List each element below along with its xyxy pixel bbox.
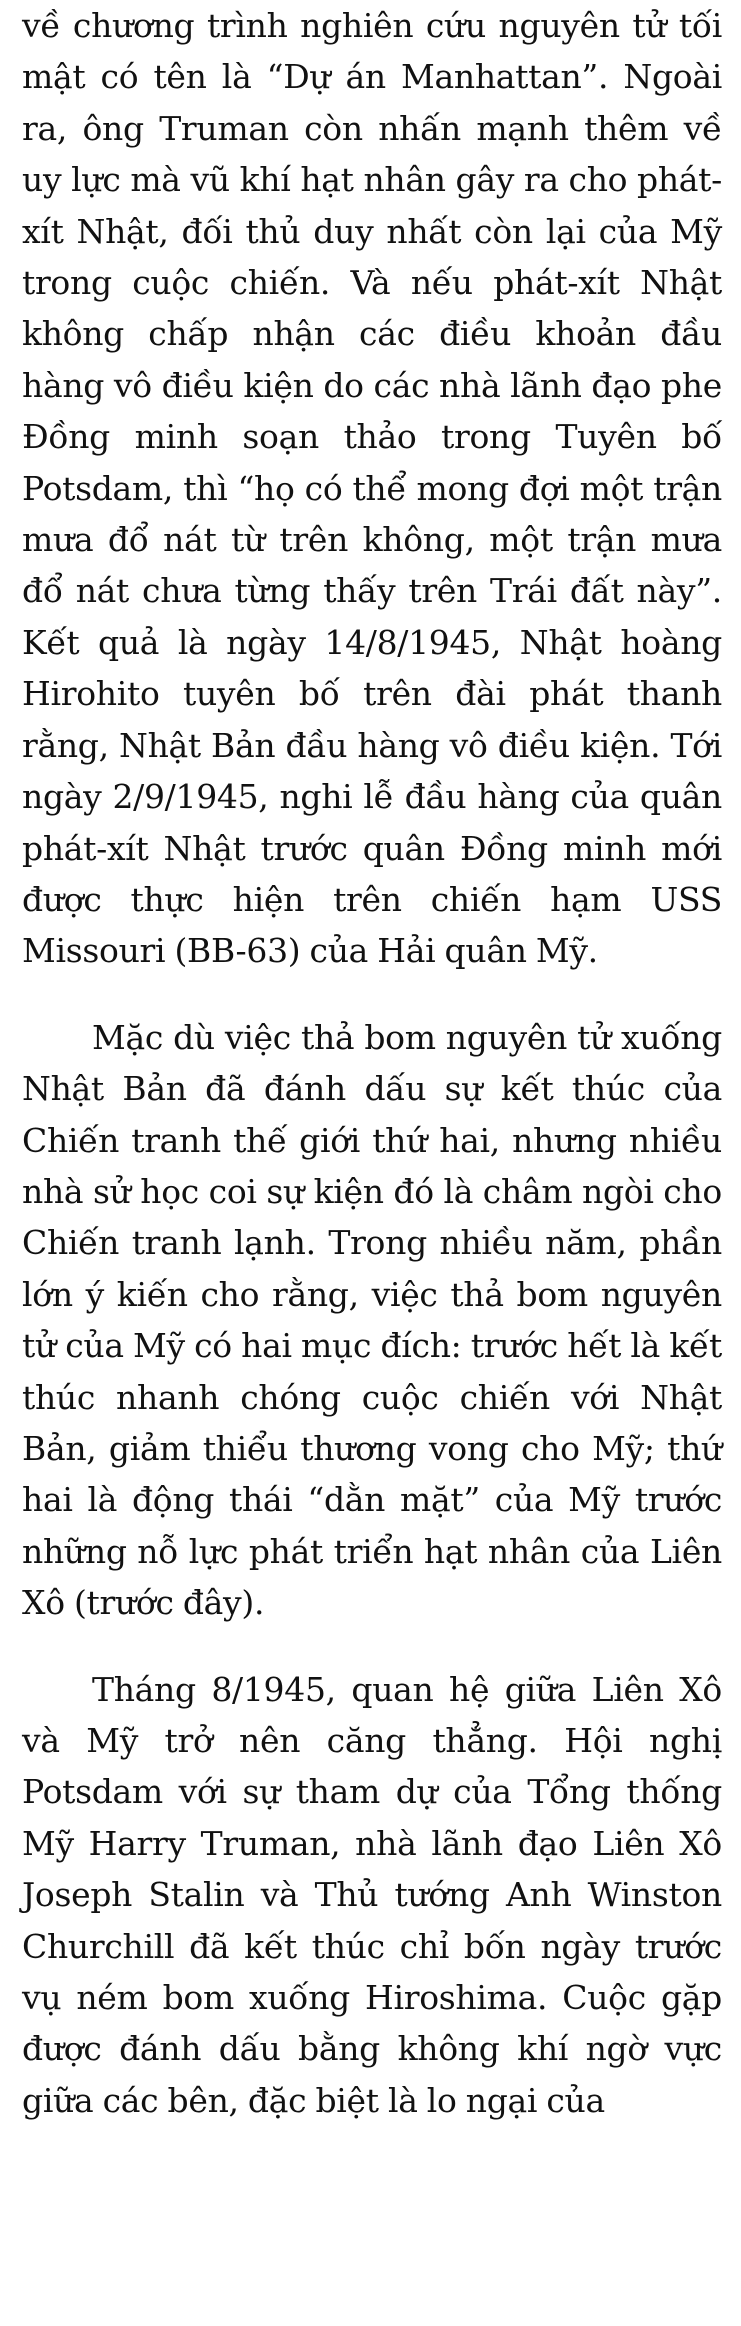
paragraph-3: Tháng 8/1945, quan hệ giữa Liên Xô và Mỹ trở nên căng thẳng. Hội nghị Potsdam với sự tham dự của Tổng thống Mỹ Harry Truman, nhà lãnh đạo Liên Xô Joseph Stalin và Thủ tướng Anh Winston Churchill đã kết thúc chỉ bốn ngày trước vụ ném bom xuống Hiroshima. Cuộc gặp được đánh dấu bằng không khí ngờ vực giữa các bên, đặc biệt là lo ngại của [22, 1669, 722, 2120]
paragraph-1: về chương trình nghiên cứu nguyên tử tối mật có tên là “Dự án Manhattan”. Ngoài ra, ông Truman còn nhấn mạnh thêm về uy lực mà vũ khí hạt nhân gây ra cho phát-xít Nhật, đối thủ duy nhất còn lại của Mỹ trong cuộc chiến. Và nếu phát-xít Nhật không chấp nhận các điều khoản đầu hàng vô điều kiện do các nhà lãnh đạo phe Đồng minh soạn thảo trong Tuyên bố Potsdam, thì “họ có thể mong đợi một trận mưa đổ nát từ trên không, một trận mưa đổ nát chưa từng thấy trên Trái đất này”. Kết quả là ngày 14/8/1945, Nhật hoàng Hirohito tuyên bố trên đài phát thanh rằng, Nhật Bản đầu hàng vô điều kiện. Tới ngày 2/9/1945, nghi lễ đầu hàng của quân phát-xít Nhật trước quân Đồng minh mới được thực hiện trên chiến hạm USS Missouri (BB-63) của Hải quân Mỹ. [22, 6, 722, 971]
paragraph-2: Mặc dù việc thả bom nguyên tử xuống Nhật Bản đã đánh dấu sự kết thúc của Chiến tranh thế giới thứ hai, nhưng nhiều nhà sử học coi sự kiện đó là châm ngòi cho Chiến tranh lạnh. Trong nhiều năm, phần lớn ý kiến cho rằng, việc thả bom nguyên tử của Mỹ có hai mục đích: trước hết là kết thúc nhanh chóng cuộc chiến với Nhật Bản, giảm thiểu thương vong cho Mỹ; thứ hai là động thái “dằn mặt” của Mỹ trước những nỗ lực phát triển hạt nhân của Liên Xô (trước đây). [22, 1017, 722, 1623]
document-page [22, 0, 722, 2126]
